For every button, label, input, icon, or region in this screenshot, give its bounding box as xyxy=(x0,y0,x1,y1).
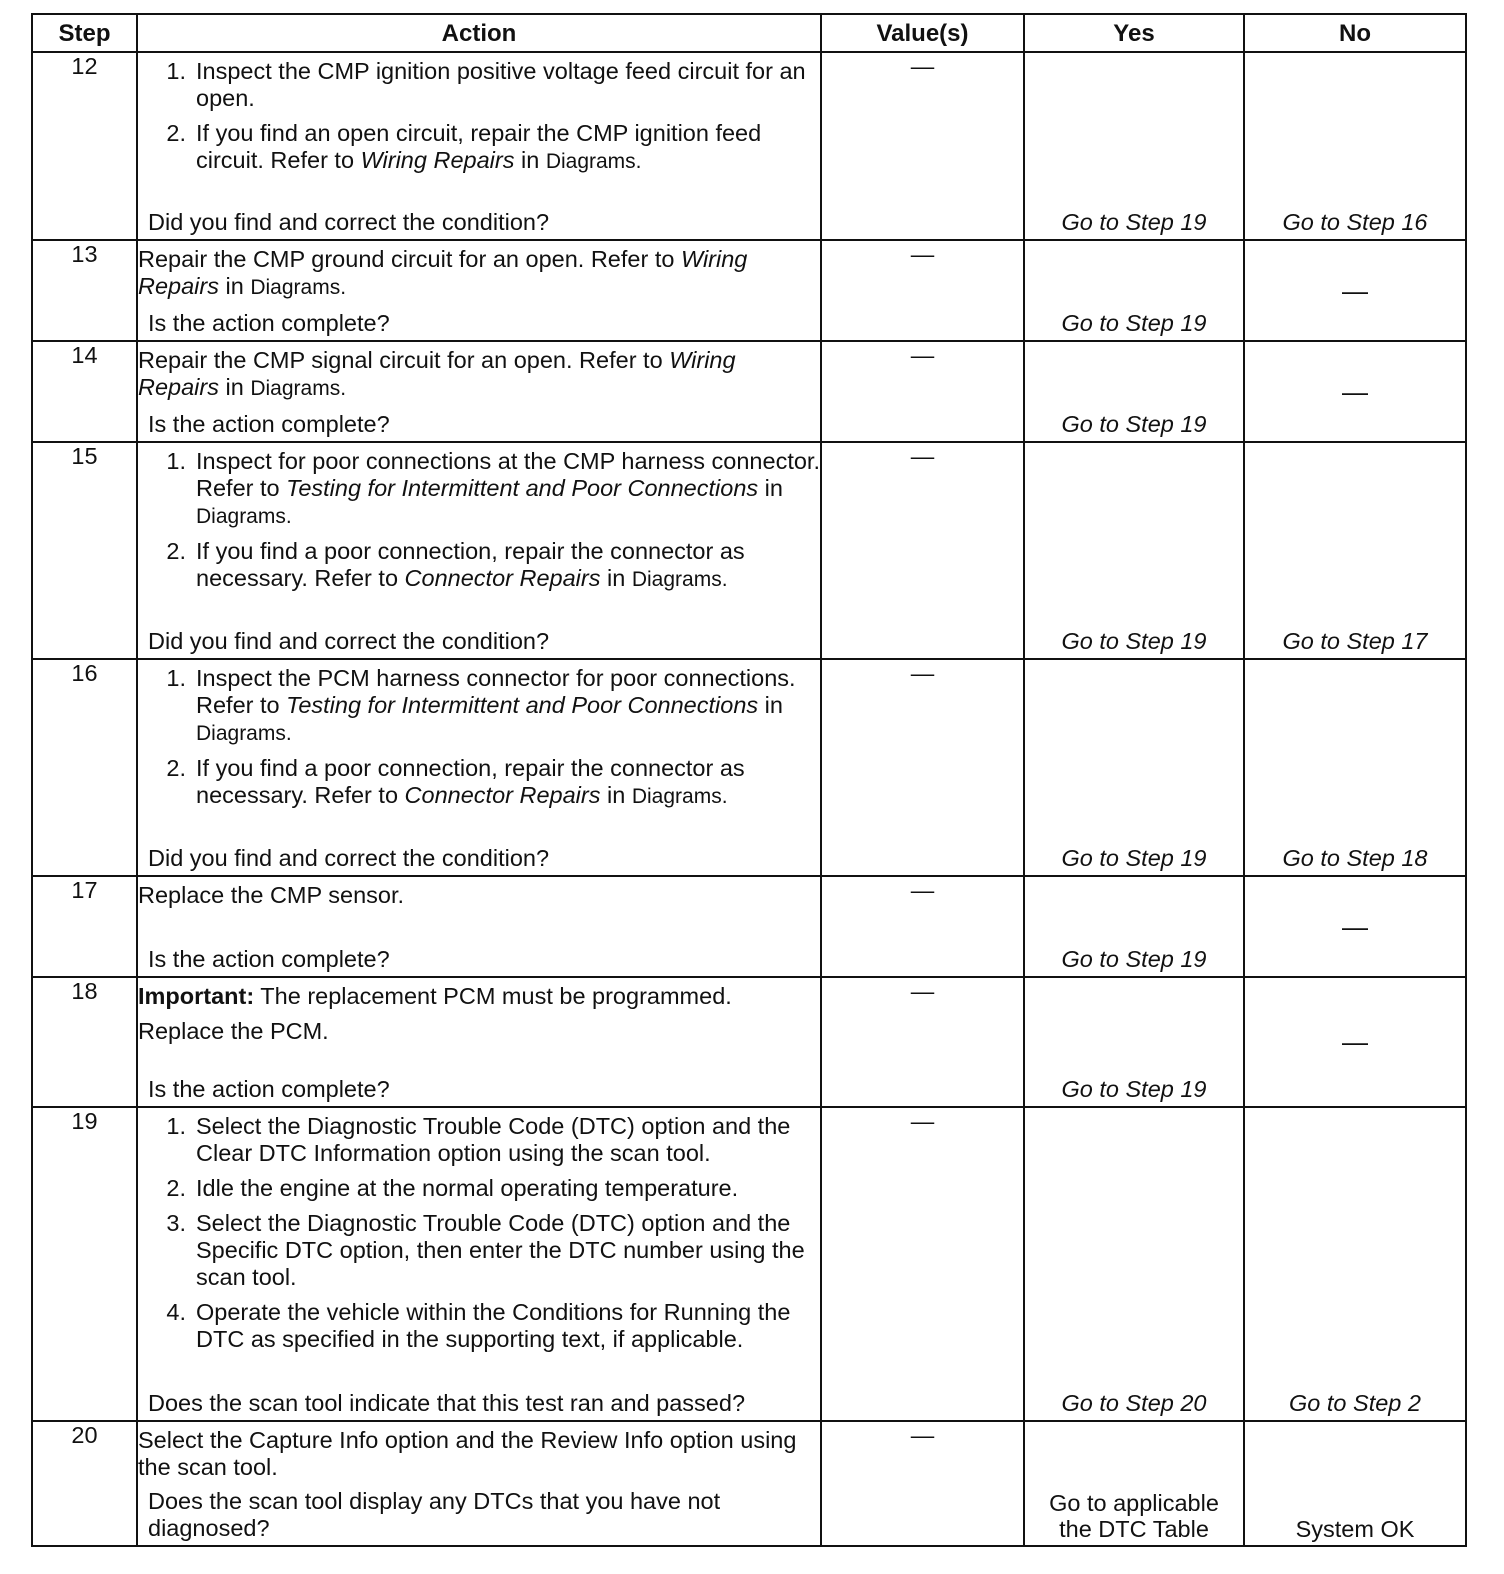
list-item: 2. If you find a poor connection, repair the connector as necessary. Refer to Connector Repairs in Diagrams. xyxy=(166,755,745,808)
header-values: Value(s) xyxy=(821,14,1024,52)
step-number: 19 xyxy=(32,1107,137,1421)
step-number: 13 xyxy=(32,240,137,341)
reference-link: Wiring Repairs xyxy=(138,347,736,400)
question: Did you find and correct the condition? xyxy=(148,209,550,235)
action-cell: Replace the CMP sensor. Is the action complete? xyxy=(137,876,821,977)
no-cell: — xyxy=(1244,977,1466,1107)
step-number: 17 xyxy=(32,876,137,977)
table-row xyxy=(32,52,1466,240)
yes-cell: Go to Step 20 xyxy=(1024,1107,1244,1421)
list-item: 3. Select the Diagnostic Trouble Code (DTC) option and the Specific DTC option, then enter the DTC number using the scan tool. xyxy=(166,1210,805,1290)
action-cell: Repair the CMP ground circuit for an open. Refer to Wiring Repairs in Diagrams. Is the action complete? xyxy=(137,240,821,341)
list-item: 2. If you find an open circuit, repair the CMP ignition feed circuit. Refer to Wiring Repairs in Diagrams. xyxy=(166,120,762,173)
yes-cell: Go to Step 19 xyxy=(1024,876,1244,977)
no-cell: System OK xyxy=(1244,1421,1466,1546)
table-row xyxy=(32,240,1466,341)
table-row xyxy=(32,659,1466,876)
yes-cell: Go to Step 19 xyxy=(1024,442,1244,659)
yes-cell: Go to Step 19 xyxy=(1024,341,1244,442)
action-cell xyxy=(137,442,821,659)
no-cell: — xyxy=(1244,240,1466,341)
reference-link: Connector Repairs xyxy=(404,782,601,808)
action-cell: Important: The replacement PCM must be programmed. Replace the PCM. Is the action complete? xyxy=(137,977,821,1107)
important-note: Important: The replacement PCM must be programmed. xyxy=(138,983,732,1009)
yes-cell: Go to applicable the DTC Table xyxy=(1024,1421,1244,1546)
header-yes: Yes xyxy=(1024,14,1244,52)
yes-cell: Go to Step 19 xyxy=(1024,977,1244,1107)
no-cell: Go to Step 18 xyxy=(1244,659,1466,876)
action-cell: Repair the CMP signal circuit for an open. Refer to Wiring Repairs in Diagrams. Is the action complete? xyxy=(137,341,821,442)
step-number: 18 xyxy=(32,977,137,1107)
no-cell: Go to Step 16 xyxy=(1244,52,1466,240)
action-cell xyxy=(137,659,821,876)
header-row xyxy=(32,14,1466,52)
reference-link: Testing for Intermittent and Poor Connections xyxy=(286,475,759,501)
question: Is the action complete? xyxy=(148,946,390,972)
yes-cell: Go to Step 19 xyxy=(1024,659,1244,876)
reference-link: Wiring Repairs xyxy=(138,246,748,299)
question: Is the action complete? xyxy=(148,411,390,437)
value-cell: — xyxy=(821,1107,1024,1421)
value-cell: — xyxy=(821,442,1024,659)
step-number: 16 xyxy=(32,659,137,876)
step-number: 20 xyxy=(32,1421,137,1546)
table-row xyxy=(32,1107,1466,1421)
header-no: No xyxy=(1244,14,1466,52)
action-cell: Select the Capture Info option and the Review Info option using the scan tool. Does the scan tool display any DTCs that you have not diagnosed? xyxy=(137,1421,821,1546)
value-cell: — xyxy=(821,876,1024,977)
value-cell: — xyxy=(821,341,1024,442)
question: Did you find and correct the condition? xyxy=(148,845,550,871)
reference-link: Wiring Repairs xyxy=(360,147,515,173)
value-cell: — xyxy=(821,240,1024,341)
no-cell: Go to Step 17 xyxy=(1244,442,1466,659)
list-item: 2. Idle the engine at the normal operating temperature. xyxy=(166,1175,739,1201)
step-number: 15 xyxy=(32,442,137,659)
table-row xyxy=(32,442,1466,659)
diagnostic-table xyxy=(31,13,1467,1547)
header-step: Step xyxy=(32,14,137,52)
no-cell: — xyxy=(1244,341,1466,442)
table-row xyxy=(32,1421,1466,1546)
list-item: 2. If you find a poor connection, repair the connector as necessary. Refer to Connector Repairs in Diagrams. xyxy=(166,538,745,591)
step-number: 14 xyxy=(32,341,137,442)
value-cell: — xyxy=(821,52,1024,240)
question: Did you find and correct the condition? xyxy=(148,628,550,654)
table-row xyxy=(32,977,1466,1107)
value-cell: — xyxy=(821,977,1024,1107)
value-cell: — xyxy=(821,1421,1024,1546)
question: Does the scan tool display any DTCs that you have not diagnosed? xyxy=(148,1488,721,1541)
reference-link: Testing for Intermittent and Poor Connections xyxy=(286,692,759,718)
list-item: 1. Inspect for poor connections at the CMP harness connector. Refer to Testing for Intermittent and Poor Connections in Diagrams. xyxy=(166,448,820,528)
list-item: 1. Select the Diagnostic Trouble Code (DTC) option and the Clear DTC Information option using the scan tool. xyxy=(166,1113,791,1166)
table-row xyxy=(32,876,1466,977)
no-cell: — xyxy=(1244,876,1466,977)
question: Is the action complete? xyxy=(148,310,390,336)
action-cell xyxy=(137,1107,821,1421)
question: Does the scan tool indicate that this test ran and passed? xyxy=(148,1390,746,1416)
list-item: 1. Inspect the PCM harness connector for poor connections. Refer to Testing for Intermittent and Poor Connections in Diagrams. xyxy=(166,665,796,745)
header-action: Action xyxy=(137,14,821,52)
step-number: 12 xyxy=(32,52,137,240)
table-row xyxy=(32,341,1466,442)
action-cell xyxy=(137,52,821,240)
yes-cell: Go to Step 19 xyxy=(1024,240,1244,341)
list-item: 4. Operate the vehicle within the Conditions for Running the DTC as specified in the supporting text, if applicable. xyxy=(166,1299,791,1352)
value-cell: — xyxy=(821,659,1024,876)
question: Is the action complete? xyxy=(148,1076,390,1102)
yes-cell: Go to Step 19 xyxy=(1024,52,1244,240)
no-cell: Go to Step 2 xyxy=(1244,1107,1466,1421)
reference-link: Connector Repairs xyxy=(404,565,601,591)
list-item: 1. Inspect the CMP ignition positive voltage feed circuit for an open. xyxy=(166,58,806,111)
